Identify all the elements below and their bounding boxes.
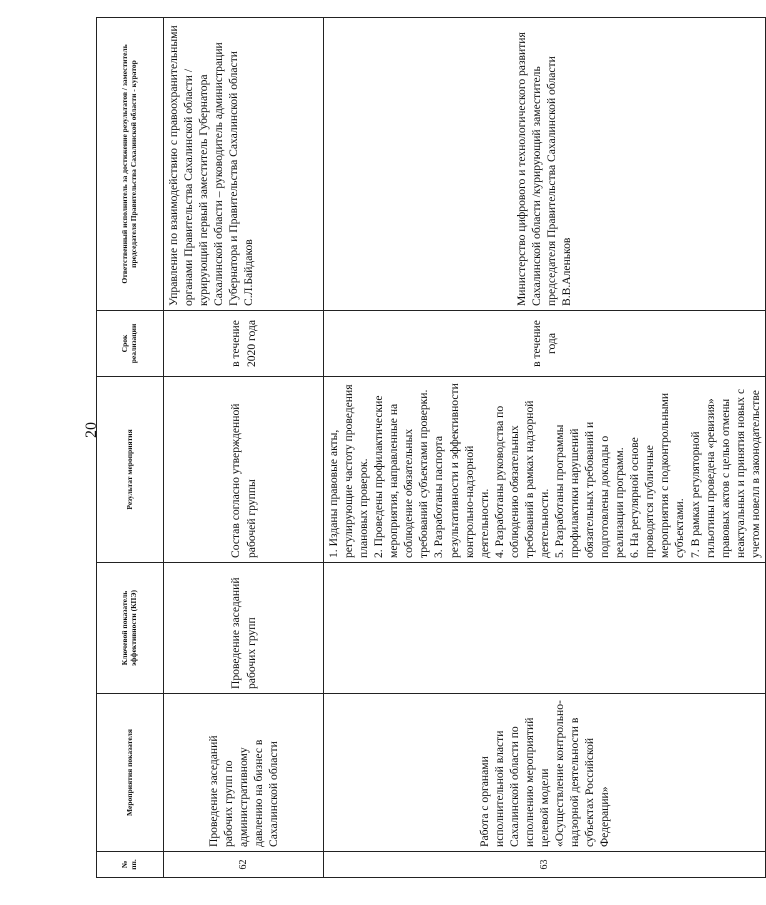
result-item: 3. Разработаны паспорта результативности и эффективности контрольно-надзорной деятельности. (432, 383, 491, 558)
header-num: № пп. (97, 852, 164, 878)
result-cell (324, 377, 766, 563)
result-item: 1. Изданы правовые акты, регулирующие частоту проведения плановых проверок. (327, 384, 371, 558)
result-item: 5. Разработаны программы профилактики нарушений обязательных требований и подготовлены доклады о реализации программ. (552, 421, 627, 558)
rotated-table-container (96, 18, 762, 878)
measures-table (96, 17, 766, 878)
header-responsible: Ответственный исполнитель за достижение результатов / заместитель председателя Правительства Сахалинской области - куратор (97, 18, 164, 311)
table-row-62 (164, 18, 324, 878)
responsible-cell: Министерство цифрового и технологического развития Сахалинской области /курирующий заместитель председателя Правительства Сахалинской области В.В.Аленьков (324, 18, 766, 311)
row-number: 63 (324, 852, 766, 878)
result-item: 2. Проведены профилактические мероприятия, направленные на соблюдение обязательных требований субъектами проверки. (372, 389, 431, 558)
kpi-cell (324, 563, 766, 694)
row-number: 62 (164, 852, 324, 878)
header-row (97, 18, 164, 878)
result-item: 6. На регулярной основе проводятся публичные мероприятия с подконтрольными субъектами. (628, 392, 687, 558)
measure-cell: Проведение заседаний рабочих групп по административному давлению на бизнес в Сахалинской области (164, 694, 324, 852)
page-number: 20 (83, 422, 100, 438)
measure-cell: Работа с органами исполнительной власти Сахалинской области по исполнению мероприятий целевой модели «Осуществление контрольно-надзорной деятельности в субъектах Российской Федерации» (324, 694, 766, 852)
header-deadline: Срок реализации (97, 311, 164, 377)
deadline-cell: в течение 2020 года (164, 311, 324, 377)
result-item: 4. Разработаны руководства по соблюдению обязательных требований в рамках надзорной деятельности. (492, 400, 551, 558)
header-result: Результат мероприятия (97, 377, 164, 563)
table-row-63 (324, 18, 766, 878)
kpi-cell: Проведение заседаний рабочих групп (164, 563, 324, 694)
result-cell: Состав согласно утвержденной рабочей группы (164, 377, 324, 563)
responsible-cell: Управление по взаимодействию с правоохранительными органами Правительства Сахалинской области /курирующий первый заместитель Губернатора Сахалинской области – руководитель администрации Губернатора и Правительства Сахалинской области С.Л.Байдаков (164, 18, 324, 311)
header-kpi: Ключевой показатель эффективности (КПЭ) (97, 563, 164, 694)
result-item: 7. В рамках регуляторной гильотины проведена «ревизия» правовых актов с целью отмены неактуальных и принятия новых с учетом новелл в законодательстве (688, 388, 762, 558)
header-measure: Мероприятия показателя (97, 694, 164, 852)
deadline-cell: в течение года (324, 311, 766, 377)
